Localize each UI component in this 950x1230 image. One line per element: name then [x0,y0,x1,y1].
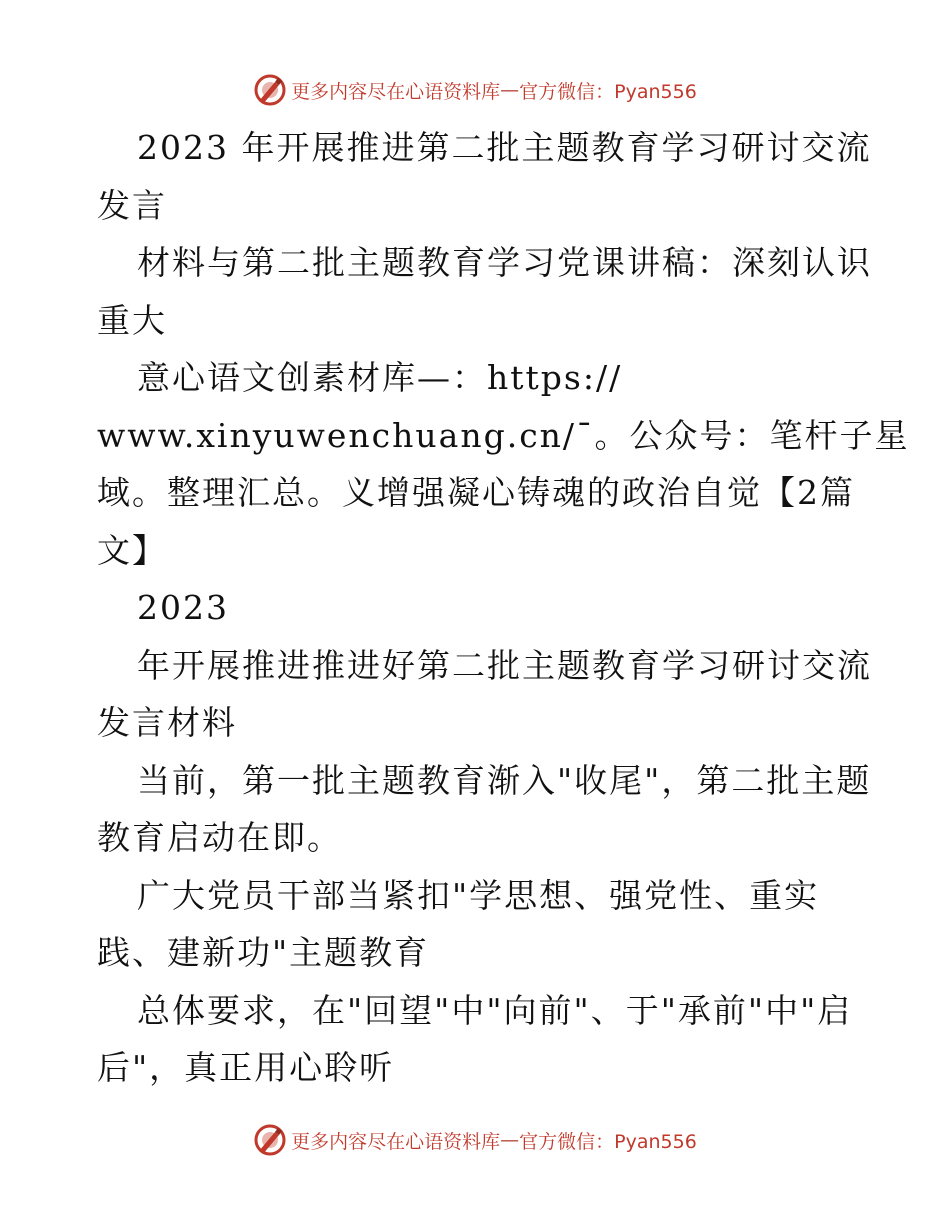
banner-text: 更多内容尽在心语资料库 [291,1130,501,1153]
pen-logo-icon [253,1123,287,1157]
text-line: 2023 年开展推进第二批主题教育学习研讨交流 [137,128,872,167]
text-line: 材料与第二批主题教育学习党课讲稿：深刻认识 [137,243,872,282]
banner-separator: — [500,1129,520,1151]
text-line: www.xinyuwenchuang.cn/¯。公众号：笔杆子星 [97,415,910,455]
text-line: 2023 [137,588,229,627]
header-banner [0,70,950,110]
document-body [97,119,910,1097]
text-line: 教育启动在即。 [97,818,342,857]
text-line: 总体要求，在"回望"中"向前"、于"承前"中"启 [137,990,853,1030]
banner-separator: — [500,79,520,101]
text-line: 后"，真正用心聆听 [97,1048,395,1087]
text-line: 发言材料 [97,703,237,742]
text-line: 域。整理汇总。义增强凝心铸魂的政治自觉【2篇 [97,473,855,512]
text-line: 当前，第一批主题教育渐入"收尾"，第二批主题 [137,760,872,800]
pen-logo-icon [253,73,287,107]
text-line: 发言 [97,185,167,225]
text-line: 广大党员干部当紧扣"学思想、强党性、重实 [137,875,820,915]
text-line: 年开展推进推进好第二批主题教育学习研讨交流 [137,645,872,685]
banner-wechat: 官方微信：Pyan556 [519,1130,697,1153]
text-line: 重大 [97,300,167,340]
footer-banner [0,1120,950,1160]
text-line: 文】 [97,530,167,570]
banner-text: 更多内容尽在心语资料库 [291,80,501,103]
banner-wechat: 官方微信：Pyan556 [519,80,697,103]
text-line: 意心语文创素材库—：https:// [137,358,623,397]
text-line: 践、建新功"主题教育 [97,933,430,972]
